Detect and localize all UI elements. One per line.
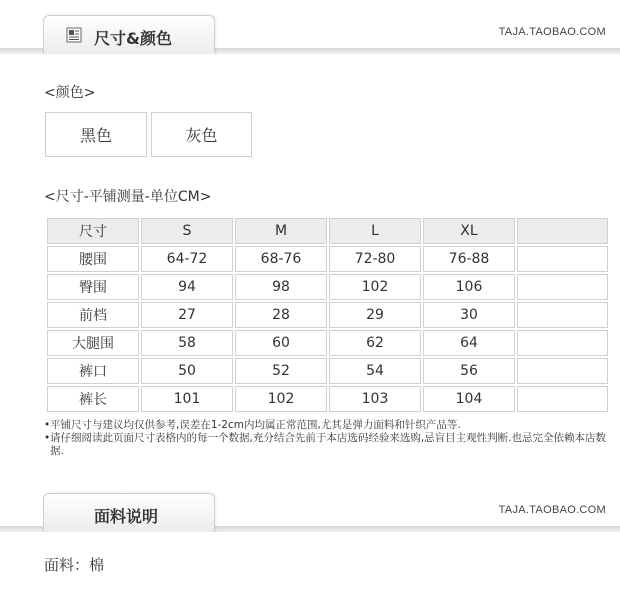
header-cell: L	[329, 218, 421, 244]
table-cell: 腰围	[47, 246, 139, 272]
header-cell: M	[235, 218, 327, 244]
table-cell: 大腿围	[47, 330, 139, 356]
table-row	[47, 358, 608, 384]
color-option-gray[interactable]: 灰色	[151, 112, 252, 157]
size-table	[45, 216, 610, 414]
bullet: •	[44, 419, 51, 431]
table-cell: 64	[423, 330, 515, 356]
table-row	[47, 386, 608, 412]
table-cell: 52	[235, 358, 327, 384]
table-cell: 101	[141, 386, 233, 412]
shop-url[interactable]: TAJA.TAOBAO.COM	[498, 504, 606, 516]
table-cell: 臀围	[47, 274, 139, 300]
header-cell: S	[141, 218, 233, 244]
table-row	[47, 302, 608, 328]
table-cell: 54	[329, 358, 421, 384]
table-cell: 裤长	[47, 386, 139, 412]
table-cell: 104	[423, 386, 515, 412]
header-cell: 尺寸	[47, 218, 139, 244]
table-cell: 裤口	[47, 358, 139, 384]
table-cell: 103	[329, 386, 421, 412]
color-label: <颜色>	[44, 85, 96, 101]
shop-url[interactable]: TAJA.TAOBAO.COM	[498, 26, 606, 38]
table-cell	[517, 302, 608, 328]
table-cell	[517, 274, 608, 300]
table-cell: 106	[423, 274, 515, 300]
table-cell	[517, 330, 608, 356]
header-cell	[517, 218, 608, 244]
header-title: 面料说明	[94, 507, 159, 526]
table-cell: 50	[141, 358, 233, 384]
table-cell: 29	[329, 302, 421, 328]
color-option-black[interactable]: 黑色	[45, 112, 147, 157]
table-cell	[517, 246, 608, 272]
table-header-row	[47, 218, 608, 244]
table-cell: 前档	[47, 302, 139, 328]
note-item	[44, 432, 614, 458]
table-cell: 94	[141, 274, 233, 300]
note-item	[44, 419, 614, 432]
table-cell: 56	[423, 358, 515, 384]
fabric-header	[0, 492, 620, 532]
header-cell: XL	[423, 218, 515, 244]
table-row	[47, 330, 608, 356]
size-label: <尺寸-平铺测量-单位CM>	[44, 189, 212, 205]
table-cell: 62	[329, 330, 421, 356]
table-cell: 28	[235, 302, 327, 328]
table-cell	[517, 386, 608, 412]
size-notes	[44, 419, 614, 458]
header-tab	[43, 493, 215, 532]
table-cell: 102	[235, 386, 327, 412]
table-cell: 27	[141, 302, 233, 328]
note-text: 请仔细阅读此页面尺寸表格内的每一个数据,充分结合先前于本店选码经验来选购,忌盲目主观性判断.也忌完全依赖本店数据.	[50, 432, 607, 457]
note-text: 平铺尺寸与建议均仅供参考,误差在1-2cm内均属正常范围,尤其是弹力面料和针织产品等.	[50, 419, 461, 431]
table-cell	[517, 358, 608, 384]
document-icon	[66, 27, 82, 43]
table-cell: 64-72	[141, 246, 233, 272]
table-cell: 68-76	[235, 246, 327, 272]
table-cell: 30	[423, 302, 515, 328]
header-title: 尺寸&颜色	[94, 29, 172, 48]
table-cell: 72-80	[329, 246, 421, 272]
table-cell: 102	[329, 274, 421, 300]
table-cell: 60	[235, 330, 327, 356]
table-cell: 76-88	[423, 246, 515, 272]
table-cell: 98	[235, 274, 327, 300]
bullet: •	[44, 432, 51, 444]
table-cell: 58	[141, 330, 233, 356]
fabric-info: 面料：棉	[44, 556, 105, 574]
table-row	[47, 274, 608, 300]
size-color-header	[0, 14, 620, 54]
table-row	[47, 246, 608, 272]
header-tab	[43, 15, 215, 54]
